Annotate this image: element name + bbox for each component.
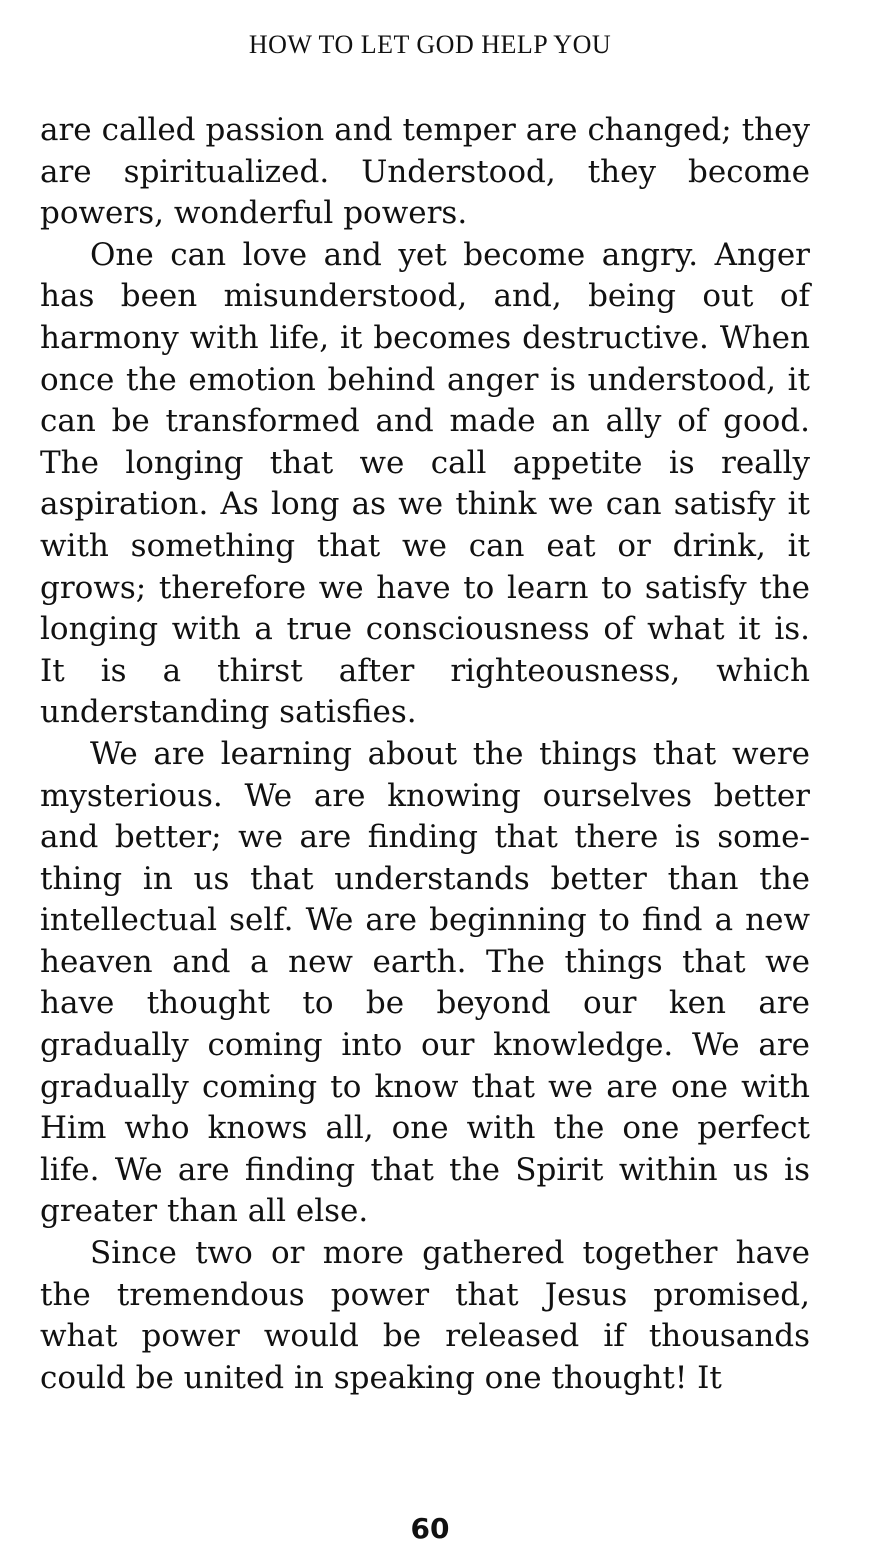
paragraph-gathered: Since two or more gathered together have the tremendous power that Jesus promised, what power would be released if thousands could be united in speaking one thought! It [40,1235,810,1396]
body-text [40,110,810,1399]
paragraph-learning: We are learning about the things that were mysterious. We are knowing ourselves better and better; we are finding that there is some-thing in us that understands better than the intellectual self. We are beginning to find a new heaven and a new earth. The things that we have thought to be beyond our ken are gradually coming into our knowledge. We are gradually coming to know that we are one with Him who knows all, one with the one perfect life. We are finding that the Spirit within us is greater than all else. [40,735,810,1230]
running-head: HOW TO LET GOD HELP YOU [248,30,612,59]
paragraph-anger: One can love and yet become angry. Anger has been misunderstood, and, being out of harmony with life, it becomes destructive. When once the emotion behind anger is understood, it can be transformed and made an ally of good. The longing that we call appetite is really aspiration. As long as we think we can satisfy it with something that we can eat or drink, it grows; therefore we have to learn to satisfy the longing with a true consciousness of what it is. It is a thirst after righteousness, which understanding satisfies. [40,236,810,731]
page-number: 60 [410,1512,450,1545]
paragraph-continued: are called passion and temper are changed; they are spiritualized. Understood, they become powers, wonderful powers. [40,112,810,232]
